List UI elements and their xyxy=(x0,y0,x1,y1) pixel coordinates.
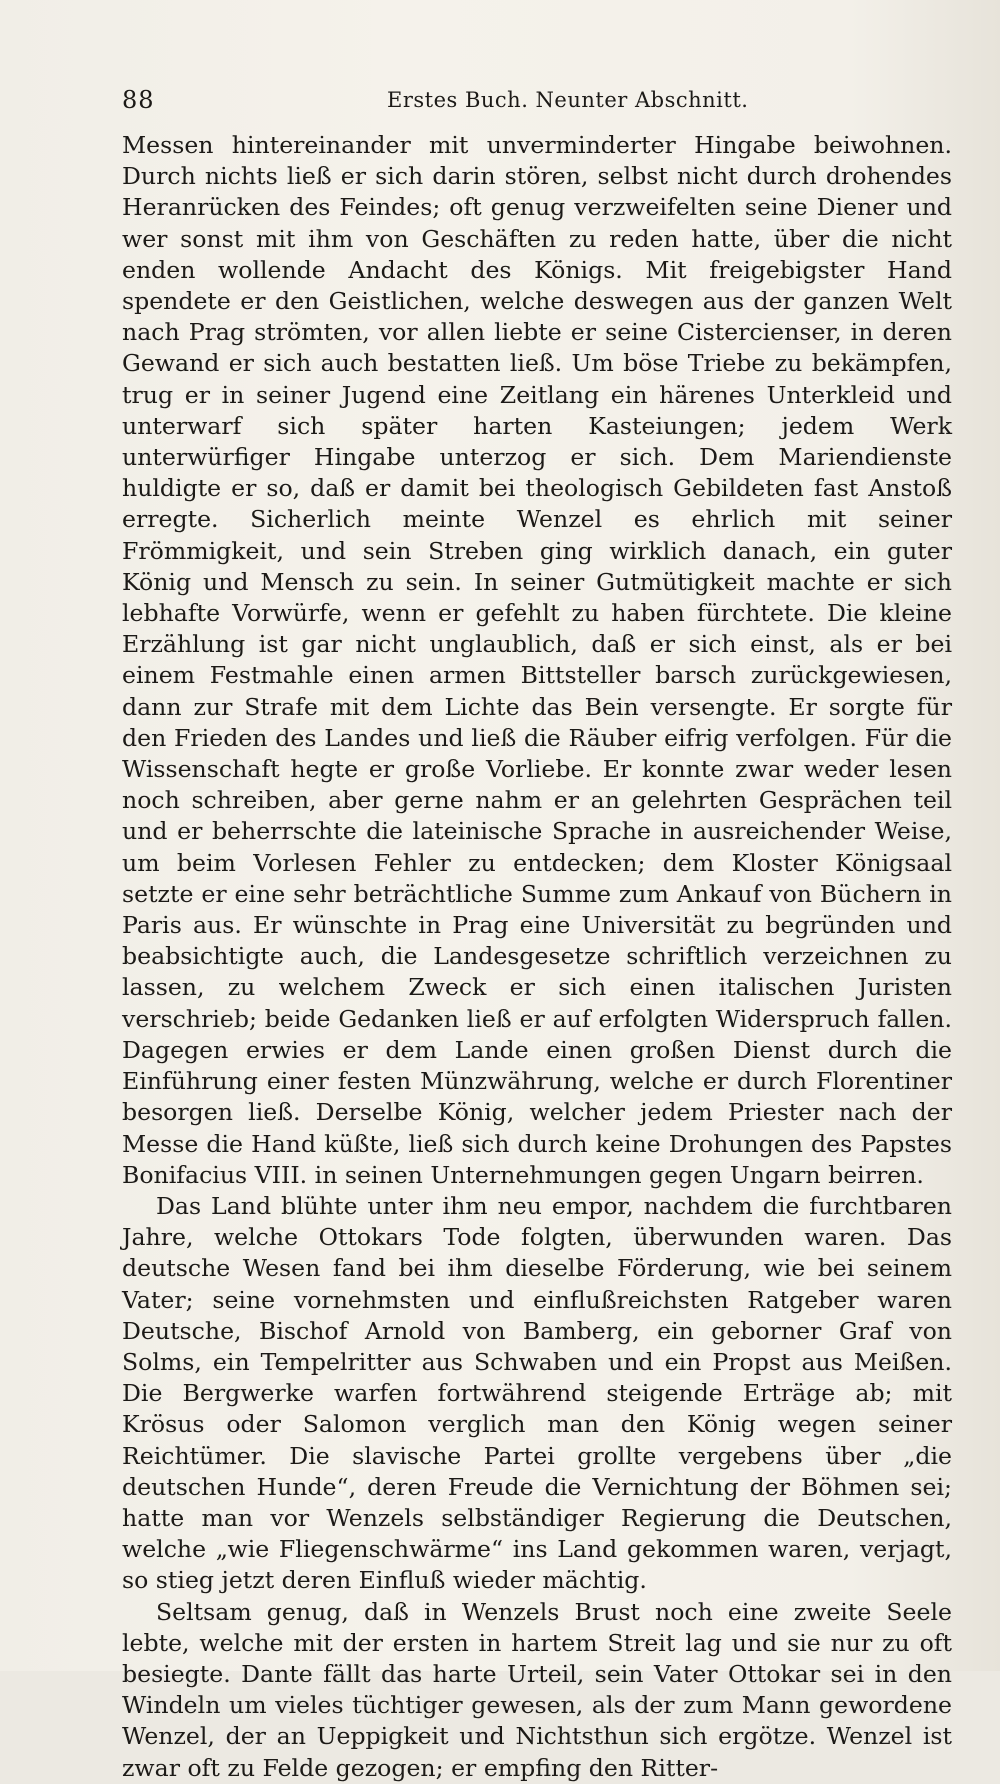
paragraph-1: Messen hintereinander mit unverminderter Hingabe beiwohnen. Durch nichts ließ er sich darin stören, selbst nicht durch drohendes Heranrücken des Feindes; oft genug verzweifelten seine Diener und wer sonst mit ihm von Geschäften zu reden hatte, über die nicht enden wollende Andacht des Königs. Mit freigebigster Hand spendete er den Geistlichen, welche deswegen aus der ganzen Welt nach Prag strömten, vor allen liebte er seine Cistercienser, in deren Gewand er sich auch bestatten ließ. Um böse Triebe zu bekämpfen, trug er in seiner Jugend eine Zeitlang ein härenes Unterkleid und unterwarf sich später harten Kasteiungen; jedem Werk unterwürfiger Hingabe unterzog er sich. Dem Mariendienste huldigte er so, daß er damit bei theologisch Gebildeten fast Anstoß erregte. Sicherlich meinte Wenzel es ehrlich mit seiner Frömmigkeit, und sein Streben ging wirklich danach, ein guter König und Mensch zu sein. In seiner Gutmütigkeit machte er sich lebhafte Vorwürfe, wenn er gefehlt zu haben fürchtete. Die kleine Erzählung ist gar nicht unglaublich, daß er sich einst, als er bei einem Festmahle einen armen Bittsteller barsch zurückgewiesen, dann zur Strafe mit dem Lichte das Bein versengte. Er sorgte für den Frieden des Landes und ließ die Räuber eifrig verfolgen. Für die Wissenschaft hegte er große Vorliebe. Er konnte zwar weder lesen noch schreiben, aber gerne nahm er an gelehrten Gesprächen teil und er beherrschte die lateinische Sprache in ausreichender Weise, um beim Vorlesen Fehler zu entdecken; dem Kloster Königsaal setzte er eine sehr beträchtliche Summe zum Ankauf von Büchern in Paris aus. Er wünschte in Prag eine Universität zu begründen und beabsichtigte auch, die Landesgesetze schriftlich verzeichnen zu lassen, zu welchem Zweck er sich einen italischen Juristen verschrieb; beide Gedanken ließ er auf erfolgten Widerspruch fallen. Dagegen erwies er dem Lande einen großen Dienst durch die Einführung einer festen Münzwährung, welche er durch Florentiner besorgen ließ. Derselbe König, welcher jedem Priester nach der Messe die Hand küßte, ließ sich durch keine Drohungen des Papstes Bonifacius VIII. in seinen Unternehmungen gegen Ungarn beirren. xyxy=(122,131,952,1189)
page-number: 88 xyxy=(122,86,155,114)
paragraph-2: Das Land blühte unter ihm neu empor, nachdem die furchtbaren Jahre, welche Ottokars Tode folgten, überwunden waren. Das deutsche Wesen fand bei ihm dieselbe Förderung, wie bei seinem Vater; seine vornehmsten und einflußreichsten Ratgeber waren Deutsche, Bischof Arnold von Bamberg, ein geborner Graf von Solms, ein Tempelritter aus Schwaben und ein Propst aus Meißen. Die Bergwerke warfen fortwährend steigende Erträge ab; mit Krösus oder Salomon verglich man den König wegen seiner Reichtümer. Die slavische Partei grollte vergebens über „die deutschen Hunde“, deren Freude die Vernichtung der Böhmen sei; hatte man vor Wenzels selbständiger Regierung die Deutschen, welche „wie Fliegenschwärme“ ins Land gekommen waren, verjagt, so stieg jetzt deren Einfluß wieder mächtig. xyxy=(122,1191,952,1595)
running-head: Erstes Buch. Neunter Abschnitt. xyxy=(387,88,749,112)
page-header xyxy=(122,86,940,120)
paragraph-3: Seltsam genug, daß in Wenzels Brust noch eine zweite Seele lebte, welche mit der ersten in hartem Streit lag und sie nur zu oft besiegte. Dante fällt das harte Urteil, sein Vater Ottokar sei in den Windeln um vieles tüchtiger gewesen, als der zum Mann gewordene Wenzel, der an Ueppigkeit und Nichtsthun sich ergötze. Wenzel ist zwar oft zu Felde gezogen; er empfing den Ritter- xyxy=(122,1597,952,1782)
text-body xyxy=(122,130,952,1784)
